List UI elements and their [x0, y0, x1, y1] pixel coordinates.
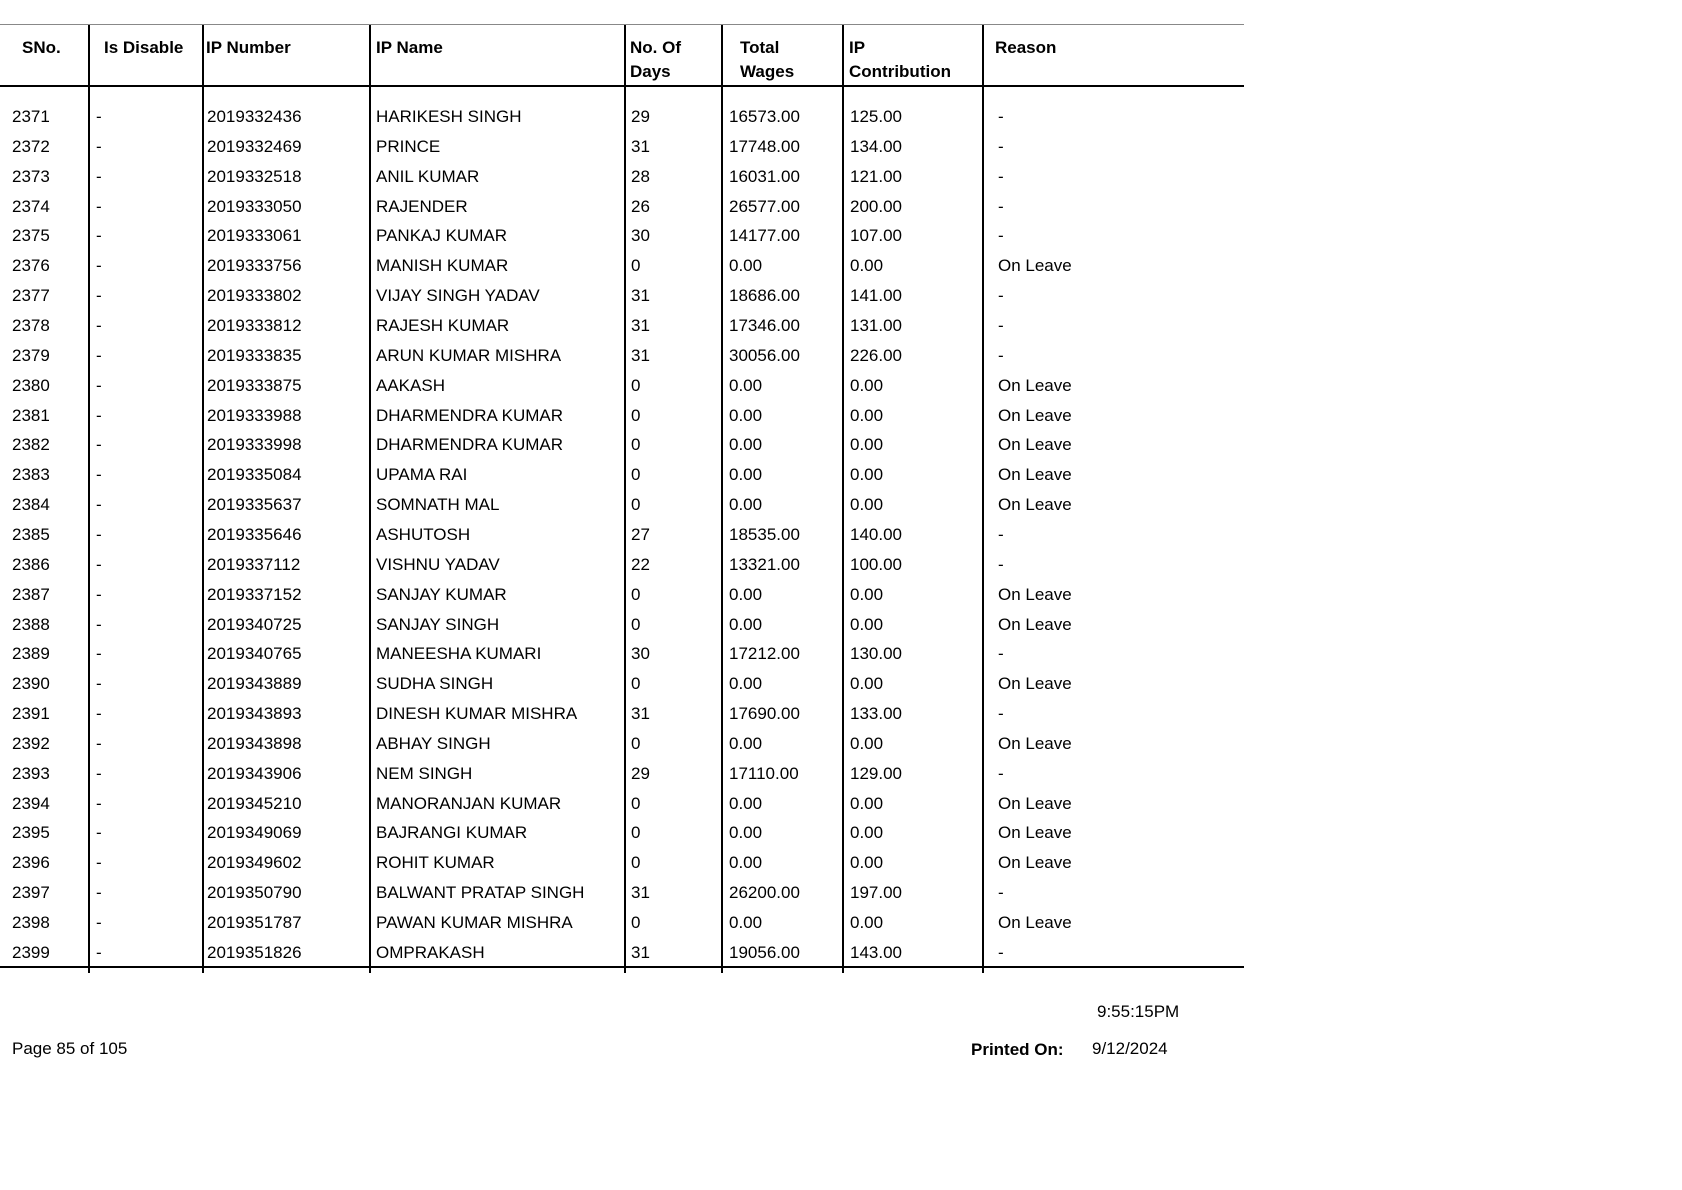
- ip-number-cell: 2019343898: [207, 733, 302, 753]
- total-wages-cell: 30056.00: [729, 345, 800, 365]
- ip-number-cell: 2019337152: [207, 584, 302, 604]
- is-disable-cell: -: [96, 614, 102, 634]
- sno-cell: 2389: [12, 644, 50, 664]
- no-of-days-cell: 28: [631, 166, 650, 186]
- header-total-wages-line1: Total: [740, 38, 780, 57]
- reason-cell: On Leave: [998, 405, 1072, 425]
- reason-cell: -: [998, 166, 1004, 186]
- reason-cell: -: [998, 286, 1004, 306]
- no-of-days-cell: 0: [631, 614, 641, 634]
- sno-cell: 2396: [12, 853, 50, 873]
- sno-cell: 2373: [12, 166, 50, 186]
- ip-contribution-cell: 107.00: [850, 226, 902, 246]
- reason-cell: -: [998, 763, 1004, 783]
- is-disable-cell: -: [96, 584, 102, 604]
- total-wages-cell: 18686.00: [729, 286, 800, 306]
- total-wages-cell: 0.00: [729, 823, 763, 843]
- reason-cell: -: [998, 942, 1004, 962]
- sno-cell: 2380: [12, 375, 50, 395]
- total-wages-cell: 0.00: [729, 614, 763, 634]
- sno-cell: 2392: [12, 733, 50, 753]
- sno-cell: 2399: [12, 942, 50, 962]
- total-wages-cell: 17346.00: [729, 316, 800, 335]
- reason-cell: On Leave: [998, 465, 1072, 485]
- is-disable-cell: -: [96, 644, 102, 664]
- reason-cell: On Leave: [998, 733, 1072, 753]
- ip-contribution-cell: 134.00: [850, 136, 902, 156]
- header-no-of-days: [630, 36, 681, 84]
- ip-contribution-cell: 133.00: [850, 704, 902, 723]
- total-wages-cell: 17690.00: [729, 704, 800, 723]
- sno-cell: 2385: [12, 524, 50, 544]
- total-wages-cell: 0.00: [729, 375, 763, 395]
- total-wages-cell: 0.00: [729, 674, 763, 694]
- ip-number-cell: 2019335646: [207, 524, 302, 544]
- column-divider: [202, 25, 204, 973]
- printed-on-label: Printed On:: [971, 1040, 1064, 1059]
- ip-name-cell: AAKASH: [376, 375, 445, 395]
- ip-number-cell: 2019349602: [207, 853, 302, 873]
- total-wages-cell: 14177.00: [729, 226, 800, 246]
- is-disable-cell: -: [96, 405, 102, 425]
- no-of-days-cell: 0: [631, 495, 641, 515]
- no-of-days-cell: 0: [631, 823, 641, 843]
- ip-contribution-cell: 131.00: [850, 316, 902, 335]
- column-divider: [842, 25, 844, 973]
- sno-cell: 2383: [12, 465, 50, 485]
- ip-contribution-cell: 130.00: [850, 644, 902, 664]
- ip-number-cell: 2019333802: [207, 286, 302, 306]
- sno-cell: 2375: [12, 226, 50, 246]
- ip-contribution-cell: 0.00: [850, 405, 884, 425]
- ip-contribution-cell: 0.00: [850, 853, 884, 873]
- ip-name-cell: ROHIT KUMAR: [376, 853, 495, 873]
- total-wages-cell: 0.00: [729, 405, 763, 425]
- ip-name-cell: PAWAN KUMAR MISHRA: [376, 913, 573, 932]
- ip-contribution-cell: 197.00: [850, 883, 902, 903]
- is-disable-cell: -: [96, 465, 102, 485]
- reason-cell: On Leave: [998, 584, 1072, 604]
- no-of-days-cell: 0: [631, 256, 641, 276]
- ip-contribution-cell: 0.00: [850, 375, 884, 395]
- ip-number-cell: 2019332436: [207, 107, 302, 126]
- sno-cell: 2372: [12, 136, 50, 156]
- header-reason: Reason: [995, 38, 1057, 57]
- ip-number-cell: 2019343889: [207, 674, 302, 694]
- ip-contribution-cell: 143.00: [850, 942, 902, 962]
- ip-number-cell: 2019332518: [207, 166, 302, 186]
- is-disable-cell: -: [96, 674, 102, 694]
- reason-cell: -: [998, 554, 1004, 574]
- no-of-days-cell: 30: [631, 226, 650, 246]
- ip-number-cell: 2019351826: [207, 942, 302, 962]
- column-divider: [369, 25, 371, 973]
- sno-cell: 2384: [12, 495, 50, 515]
- sno-cell: 2390: [12, 674, 50, 694]
- ip-contribution-cell: 200.00: [850, 196, 902, 216]
- ip-number-cell: 2019333835: [207, 345, 302, 365]
- ip-name-cell: UPAMA RAI: [376, 465, 468, 485]
- total-wages-cell: 0.00: [729, 853, 763, 873]
- total-wages-cell: 0.00: [729, 733, 763, 753]
- ip-number-cell: 2019337112: [207, 554, 301, 574]
- ip-name-cell: VISHNU YADAV: [376, 554, 500, 574]
- ip-number-cell: 2019333756: [207, 256, 302, 276]
- ip-name-cell: RAJENDER: [376, 196, 468, 216]
- header-ip-contribution: [849, 36, 951, 84]
- ip-number-cell: 2019333050: [207, 196, 302, 216]
- ip-name-cell: SANJAY KUMAR: [376, 584, 507, 604]
- no-of-days-cell: 26: [631, 196, 650, 216]
- is-disable-cell: -: [96, 196, 102, 216]
- ip-name-cell: SANJAY SINGH: [376, 614, 500, 634]
- ip-number-cell: 2019333061: [207, 226, 302, 246]
- no-of-days-cell: 0: [631, 793, 641, 813]
- reason-cell: -: [998, 883, 1004, 903]
- header-ip-contribution-line1: IP: [849, 38, 866, 57]
- page-number: Page 85 of 105: [12, 1039, 128, 1058]
- ip-name-cell: VIJAY SINGH YADAV: [376, 286, 540, 306]
- header-total-wages-line2: Wages: [740, 62, 795, 81]
- no-of-days-cell: 27: [631, 524, 650, 544]
- ip-name-cell: ASHUTOSH: [376, 524, 471, 544]
- is-disable-cell: -: [96, 226, 102, 246]
- total-wages-cell: 17748.00: [729, 136, 800, 156]
- ip-number-cell: 2019333812: [207, 316, 302, 335]
- total-wages-cell: 0.00: [729, 913, 763, 932]
- ip-contribution-cell: 0.00: [850, 674, 884, 694]
- ip-number-cell: 2019340765: [207, 644, 302, 664]
- ip-number-cell: 2019343893: [207, 704, 302, 723]
- ip-name-cell: NEM SINGH: [376, 763, 473, 783]
- reason-cell: On Leave: [998, 853, 1072, 873]
- header-no-of-days-line2: Days: [630, 62, 671, 81]
- sno-cell: 2395: [12, 823, 50, 843]
- total-wages-cell: 26200.00: [729, 883, 800, 903]
- header-is-disable: Is Disable: [104, 38, 184, 57]
- no-of-days-cell: 31: [631, 883, 650, 903]
- column-divider: [721, 25, 723, 973]
- no-of-days-cell: 29: [631, 107, 650, 126]
- reason-cell: -: [998, 136, 1004, 156]
- total-wages-cell: 17110.00: [729, 763, 799, 783]
- sno-cell: 2393: [12, 763, 50, 783]
- ip-contribution-cell: 0.00: [850, 793, 884, 813]
- ip-contribution-cell: 0.00: [850, 256, 884, 276]
- reason-cell: On Leave: [998, 256, 1072, 276]
- sno-cell: 2381: [12, 405, 50, 425]
- reason-cell: -: [998, 316, 1004, 335]
- no-of-days-cell: 31: [631, 942, 650, 962]
- reason-cell: On Leave: [998, 375, 1072, 395]
- is-disable-cell: -: [96, 375, 102, 395]
- total-wages-cell: 16031.00: [729, 166, 800, 186]
- column-divider: [88, 25, 90, 973]
- table-top-border: [0, 24, 1244, 25]
- reason-cell: On Leave: [998, 674, 1072, 694]
- header-no-of-days-line1: No. Of: [630, 38, 681, 57]
- reason-cell: On Leave: [998, 913, 1072, 932]
- column-divider: [624, 25, 626, 973]
- printed-time: 9:55:15PM: [1097, 1002, 1180, 1021]
- header-bottom-border: [0, 85, 1244, 87]
- reason-cell: -: [998, 196, 1004, 216]
- ip-number-cell: 2019350790: [207, 883, 302, 903]
- no-of-days-cell: 0: [631, 584, 641, 604]
- ip-name-cell: HARIKESH SINGH: [376, 107, 522, 126]
- no-of-days-cell: 0: [631, 853, 641, 873]
- is-disable-cell: -: [96, 913, 102, 932]
- table-bottom-border: [0, 966, 1244, 968]
- is-disable-cell: -: [96, 793, 102, 813]
- total-wages-cell: 0.00: [729, 584, 763, 604]
- is-disable-cell: -: [96, 883, 102, 903]
- no-of-days-cell: 31: [631, 286, 650, 306]
- is-disable-cell: -: [96, 256, 102, 276]
- header-ip-contribution-line2: Contribution: [849, 62, 951, 81]
- header-ip-number: IP Number: [206, 38, 291, 57]
- ip-name-cell: DHARMENDRA KUMAR: [376, 405, 564, 425]
- ip-number-cell: 2019333998: [207, 435, 302, 455]
- ip-name-cell: MANORANJAN KUMAR: [376, 793, 562, 813]
- ip-name-cell: ABHAY SINGH: [376, 733, 491, 753]
- total-wages-cell: 0.00: [729, 793, 763, 813]
- no-of-days-cell: 31: [631, 704, 650, 723]
- ip-contribution-cell: 0.00: [850, 733, 884, 753]
- total-wages-cell: 0.00: [729, 435, 763, 455]
- ip-contribution-cell: 0.00: [850, 823, 884, 843]
- no-of-days-cell: 0: [631, 913, 641, 932]
- ip-contribution-cell: 0.00: [850, 465, 884, 485]
- is-disable-cell: -: [96, 316, 102, 335]
- no-of-days-cell: 31: [631, 316, 650, 335]
- ip-name-cell: SUDHA SINGH: [376, 674, 494, 694]
- sno-cell: 2394: [12, 793, 50, 813]
- ip-contribution-cell: 0.00: [850, 584, 884, 604]
- ip-name-cell: RAJESH KUMAR: [376, 316, 510, 335]
- is-disable-cell: -: [96, 942, 102, 962]
- total-wages-cell: 17212.00: [729, 644, 800, 664]
- sno-cell: 2379: [12, 345, 50, 365]
- ip-contribution-cell: 0.00: [850, 495, 884, 515]
- column-divider: [982, 25, 984, 973]
- sno-cell: 2374: [12, 196, 50, 216]
- ip-number-cell: 2019345210: [207, 793, 302, 813]
- header-ip-name: IP Name: [376, 38, 443, 57]
- total-wages-cell: 16573.00: [729, 107, 800, 126]
- ip-name-cell: ANIL KUMAR: [376, 166, 480, 186]
- ip-name-cell: BALWANT PRATAP SINGH: [376, 883, 585, 903]
- is-disable-cell: -: [96, 435, 102, 455]
- no-of-days-cell: 0: [631, 405, 641, 425]
- ip-name-cell: MANISH KUMAR: [376, 256, 509, 276]
- header-total-wages: [740, 36, 794, 84]
- ip-contribution-cell: 141.00: [850, 286, 902, 306]
- total-wages-cell: 18535.00: [729, 524, 800, 544]
- ip-number-cell: 2019335084: [207, 465, 302, 485]
- ip-name-cell: BAJRANGI KUMAR: [376, 823, 528, 843]
- is-disable-cell: -: [96, 136, 102, 156]
- ip-name-cell: SOMNATH MAL: [376, 495, 500, 515]
- total-wages-cell: 0.00: [729, 465, 763, 485]
- ip-contribution-cell: 0.00: [850, 913, 884, 932]
- no-of-days-cell: 0: [631, 733, 641, 753]
- no-of-days-cell: 0: [631, 435, 641, 455]
- ip-contribution-cell: 0.00: [850, 435, 884, 455]
- printed-date: 9/12/2024: [1092, 1039, 1168, 1058]
- reason-cell: -: [998, 226, 1004, 246]
- ip-name-cell: MANEESHA KUMARI: [376, 644, 542, 664]
- is-disable-cell: -: [96, 524, 102, 544]
- is-disable-cell: -: [96, 853, 102, 873]
- total-wages-cell: 0.00: [729, 256, 763, 276]
- ip-name-cell: DHARMENDRA KUMAR: [376, 435, 564, 455]
- ip-contribution-cell: 0.00: [850, 614, 884, 634]
- header-sno: SNo.: [22, 38, 61, 57]
- ip-contribution-cell: 121.00: [850, 166, 902, 186]
- total-wages-cell: 0.00: [729, 495, 763, 515]
- sno-cell: 2376: [12, 256, 50, 276]
- ip-name-cell: PRINCE: [376, 136, 441, 156]
- is-disable-cell: -: [96, 554, 102, 574]
- is-disable-cell: -: [96, 345, 102, 365]
- ip-number-cell: 2019333875: [207, 375, 302, 395]
- total-wages-cell: 13321.00: [729, 554, 800, 574]
- reason-cell: On Leave: [998, 823, 1072, 843]
- sno-cell: 2398: [12, 913, 50, 932]
- no-of-days-cell: 30: [631, 644, 650, 664]
- sno-cell: 2391: [12, 704, 50, 723]
- sno-cell: 2386: [12, 554, 50, 574]
- sno-cell: 2388: [12, 614, 50, 634]
- ip-contribution-cell: 129.00: [850, 763, 902, 783]
- ip-number-cell: 2019349069: [207, 823, 302, 843]
- reason-cell: On Leave: [998, 614, 1072, 634]
- reason-cell: On Leave: [998, 495, 1072, 515]
- ip-contribution-cell: 226.00: [850, 345, 902, 365]
- is-disable-cell: -: [96, 166, 102, 186]
- is-disable-cell: -: [96, 107, 102, 126]
- no-of-days-cell: 0: [631, 465, 641, 485]
- ip-number-cell: 2019332469: [207, 136, 302, 156]
- ip-name-cell: ARUN KUMAR MISHRA: [376, 345, 562, 365]
- reason-cell: -: [998, 107, 1004, 126]
- reason-cell: -: [998, 704, 1004, 723]
- ip-number-cell: 2019351787: [207, 913, 302, 932]
- ip-name-cell: DINESH KUMAR MISHRA: [376, 704, 578, 723]
- is-disable-cell: -: [96, 704, 102, 723]
- ip-contribution-cell: 125.00: [850, 107, 902, 126]
- total-wages-cell: 26577.00: [729, 196, 800, 216]
- sno-cell: 2378: [12, 316, 50, 335]
- reason-cell: -: [998, 345, 1004, 365]
- is-disable-cell: -: [96, 495, 102, 515]
- ip-number-cell: 2019333988: [207, 405, 302, 425]
- ip-number-cell: 2019340725: [207, 614, 302, 634]
- is-disable-cell: -: [96, 763, 102, 783]
- reason-cell: On Leave: [998, 793, 1072, 813]
- sno-cell: 2397: [12, 883, 50, 903]
- reason-cell: -: [998, 644, 1004, 664]
- ip-name-cell: OMPRAKASH: [376, 942, 485, 962]
- ip-number-cell: 2019335637: [207, 495, 302, 515]
- no-of-days-cell: 0: [631, 375, 641, 395]
- no-of-days-cell: 29: [631, 763, 650, 783]
- no-of-days-cell: 0: [631, 674, 641, 694]
- ip-number-cell: 2019343906: [207, 763, 302, 783]
- is-disable-cell: -: [96, 823, 102, 843]
- ip-name-cell: PANKAJ KUMAR: [376, 226, 507, 246]
- sno-cell: 2387: [12, 584, 50, 604]
- is-disable-cell: -: [96, 286, 102, 306]
- no-of-days-cell: 22: [631, 554, 650, 574]
- no-of-days-cell: 31: [631, 136, 650, 156]
- ip-contribution-cell: 100.00: [850, 554, 902, 574]
- no-of-days-cell: 31: [631, 345, 650, 365]
- sno-cell: 2371: [12, 107, 50, 126]
- sno-cell: 2382: [12, 435, 50, 455]
- total-wages-cell: 19056.00: [729, 942, 800, 962]
- sno-cell: 2377: [12, 286, 50, 306]
- reason-cell: On Leave: [998, 435, 1072, 455]
- ip-contribution-cell: 140.00: [850, 524, 902, 544]
- is-disable-cell: -: [96, 733, 102, 753]
- reason-cell: -: [998, 524, 1004, 544]
